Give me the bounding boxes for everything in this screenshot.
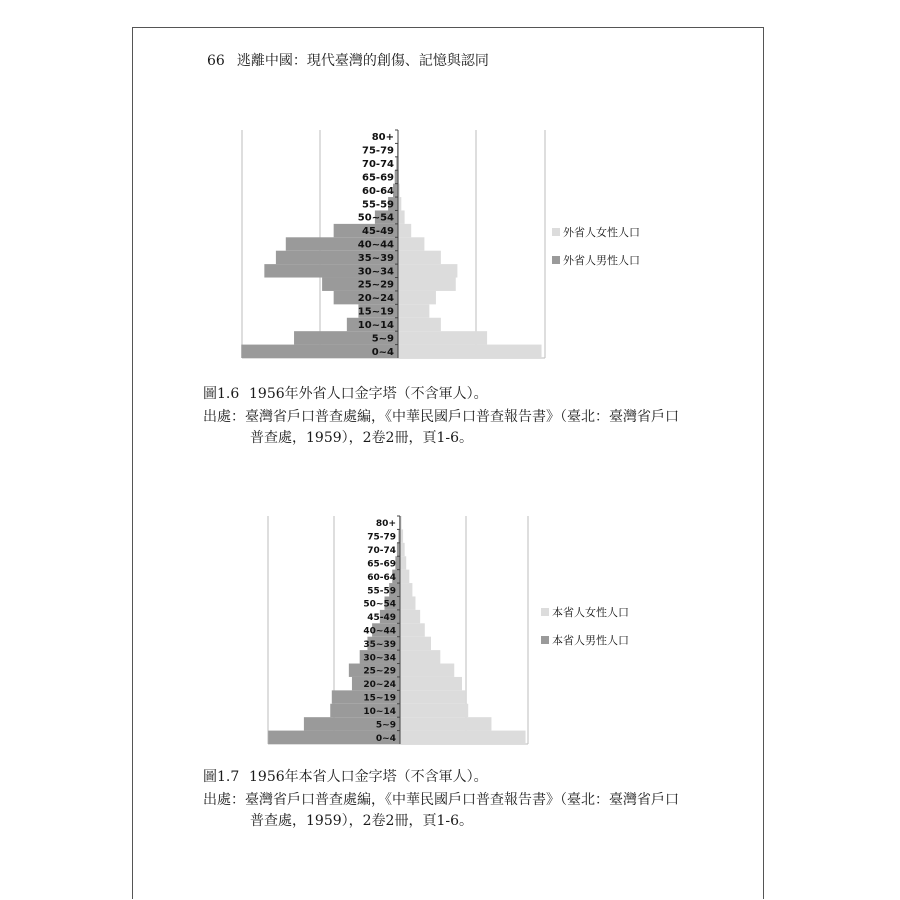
tick-label: 65-69 xyxy=(367,559,396,570)
tick-label: 5~9 xyxy=(371,333,394,345)
tick-label: 15~19 xyxy=(357,306,394,318)
tick-label: 45-49 xyxy=(362,226,394,238)
bar-female xyxy=(400,583,412,596)
bar-female xyxy=(398,291,436,304)
bar-female xyxy=(398,210,405,223)
tick-label: 15~19 xyxy=(363,693,396,704)
tick-label: 55-59 xyxy=(362,199,394,211)
caption-label: 圖1.6 xyxy=(203,386,240,402)
legend-label: 本省人女性人口 xyxy=(552,606,629,619)
legend-swatch xyxy=(541,636,549,644)
tick-label: 25~29 xyxy=(357,279,394,291)
bar-female xyxy=(400,623,425,636)
tick-label: 80+ xyxy=(375,519,396,530)
tick-label: 70-74 xyxy=(362,159,394,171)
book-title: 逃離中國：現代臺灣的創傷、記憶與認同 xyxy=(236,53,489,69)
bar-female xyxy=(400,637,431,650)
tick-label: 80+ xyxy=(371,132,394,144)
source-line: 普查處，1959），2卷2冊，頁1-6。 xyxy=(250,430,473,446)
bar-male xyxy=(395,556,400,569)
tick-label: 0~4 xyxy=(371,346,394,358)
tick-label: 45-49 xyxy=(367,613,396,624)
legend-label: 外省人女性人口 xyxy=(563,226,640,239)
source-line: 出處：臺灣省戶口普查處編，《中華民國戶口普查報告書》（臺北：臺灣省戶口 xyxy=(203,792,679,808)
tick-label: 40~44 xyxy=(357,239,394,251)
caption-text: 1956年外省人口金字塔（不含軍人）。 xyxy=(249,386,488,402)
bar-female xyxy=(400,664,454,677)
tick-label: 70-74 xyxy=(367,546,396,557)
legend-swatch xyxy=(552,256,560,264)
tick-label: 60-64 xyxy=(367,572,396,583)
tick-label: 25~29 xyxy=(363,666,396,677)
caption-label: 圖1.7 xyxy=(203,769,240,785)
running-header xyxy=(207,50,489,70)
tick-label: 75-79 xyxy=(367,532,396,543)
figure-1-6 xyxy=(0,118,900,368)
tick-label: 10~14 xyxy=(363,706,396,717)
tick-label: 30~34 xyxy=(363,653,396,664)
caption-text: 1956年本省人口金字塔（不含軍人）。 xyxy=(249,769,488,785)
figure-1-7 xyxy=(0,504,900,754)
bar-female xyxy=(400,596,416,609)
tick-label: 55-59 xyxy=(367,586,396,597)
population-pyramid-chart-1-6 xyxy=(0,118,900,368)
bar-female xyxy=(398,251,441,264)
population-pyramid-chart-1-7 xyxy=(0,504,900,754)
tick-label: 35~39 xyxy=(363,639,396,650)
legend-swatch xyxy=(541,608,549,616)
figure-source xyxy=(203,407,723,449)
tick-label: 75-79 xyxy=(362,145,394,157)
bar-female xyxy=(400,690,465,703)
legend-label: 本省人男性人口 xyxy=(552,634,629,647)
bar-female xyxy=(400,717,491,730)
tick-label: 10~14 xyxy=(357,319,394,331)
bar-female xyxy=(400,731,526,744)
tick-label: 35~39 xyxy=(357,252,394,264)
bar-female xyxy=(398,237,424,250)
tick-label: 50~54 xyxy=(363,599,396,610)
legend-swatch xyxy=(552,228,560,236)
bar-female xyxy=(400,543,405,556)
bar-female xyxy=(400,570,409,583)
figure-source xyxy=(203,790,723,832)
tick-label: 65-69 xyxy=(362,172,394,184)
bar-female xyxy=(400,704,468,717)
bar-female xyxy=(398,304,429,317)
bar-female xyxy=(400,650,440,663)
figure-caption xyxy=(203,384,488,405)
figure-caption xyxy=(203,767,488,788)
bar-female xyxy=(398,264,457,277)
bar-female xyxy=(400,556,406,569)
tick-label: 20~24 xyxy=(357,293,394,305)
bar-female xyxy=(400,610,420,623)
tick-label: 40~44 xyxy=(363,626,396,637)
bar-female xyxy=(398,224,411,237)
bar-female xyxy=(398,278,456,291)
tick-label: 0~4 xyxy=(375,733,396,744)
source-line: 出處：臺灣省戶口普查處編，《中華民國戶口普查報告書》（臺北：臺灣省戶口 xyxy=(203,409,679,425)
tick-label: 50~54 xyxy=(357,212,394,224)
page-number: 66 xyxy=(207,53,225,69)
tick-label: 5~9 xyxy=(375,720,396,731)
bar-female xyxy=(398,318,441,331)
tick-label: 20~24 xyxy=(363,680,396,691)
bar-female xyxy=(398,345,542,358)
tick-label: 30~34 xyxy=(357,266,394,278)
tick-label: 60-64 xyxy=(362,185,394,197)
legend-label: 外省人男性人口 xyxy=(563,254,640,267)
bar-female xyxy=(400,677,462,690)
bar-female xyxy=(398,331,487,344)
source-line: 普查處，1959），2卷2冊，頁1-6。 xyxy=(250,813,473,829)
